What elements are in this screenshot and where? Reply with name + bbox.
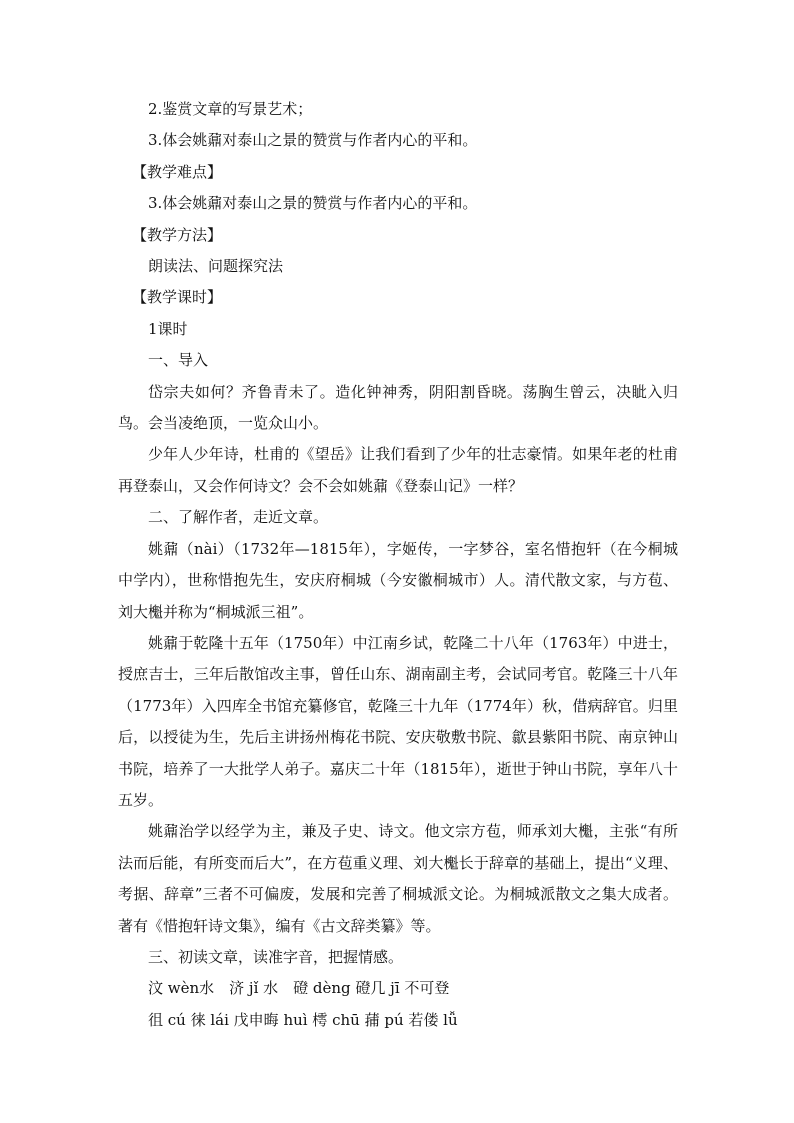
author-paragraph-1: 姚鼐（nài）（1732年—1815年），字姬传，一字梦谷，室名惜抱轩（在今桐城中学内），世称惜抱先生，安庆府桐城（今安徽桐城市）人。清代散文家，与方苞、刘大櫆并称为“桐城派三祖”。: [118, 539, 678, 621]
teaching-goal-2: 2.鉴赏文章的写景艺术；: [148, 100, 313, 118]
hours-item: 1课时: [148, 319, 188, 338]
section-author-heading: 二、了解作者，走近文章。: [148, 508, 329, 527]
pinyin-line-2: 徂 cú 徕 lái 戊申晦 huì 樗 chū 蒱 pú 若偻 lǚ: [148, 1010, 458, 1029]
pinyin-line-1: 汶 wèn水 济 jǐ 水 磴 dèng 磴几 jī 不可登: [148, 979, 450, 998]
method-heading: 【教学方法】: [132, 225, 223, 244]
section-intro-heading: 一、导入: [148, 351, 209, 370]
author-paragraph-2: 姚鼐于乾隆十五年（1750年）中江南乡试，乾隆二十八年（1763年）中进士，授庶吉士，三年后散馆改主事，曾任山东、湖南副主考，会试同考官。乾隆三十八年（1773年）入四库全书馆充纂修官，乾隆三十九年（1774年）秋，借病辞官。归里后，以授徒为生，先后主讲扬州梅花书院、安庆敬敷书院、歙县紫阳书院、南京钟山书院，培养了一大批学人弟子。嘉庆二十年（1815年），逝世于钟山书院，享年八十五岁。: [118, 633, 678, 809]
method-item: 朗读法、问题探究法: [148, 257, 284, 276]
difficulty-heading: 【教学难点】: [132, 162, 223, 181]
intro-paragraph: 少年人少年诗，杜甫的《望岳》让我们看到了少年的壮志豪情。如果年老的杜甫再登泰山，又会作何诗文？会不会如姚鼐《登泰山记》一样？: [118, 445, 678, 495]
section-reading-heading: 三、初读文章，读准字音，把握情感。: [148, 947, 404, 966]
document-body: [118, 94, 678, 1036]
hours-heading: 【教学课时】: [132, 288, 223, 307]
teaching-goal-3: 3.体会姚鼐对泰山之景的赞赏与作者内心的平和。: [148, 131, 478, 150]
difficulty-item: 3.体会姚鼐对泰山之景的赞赏与作者内心的平和。: [148, 194, 478, 213]
author-paragraph-3: 姚鼐治学以经学为主，兼及子史、诗文。他文宗方苞，师承刘大櫆，主张“有所法而后能，有所变而后大”，在方苞重义理、刘大櫆长于辞章的基础上，提出“义理、考据、辞章”三者不可偏废，发展和完善了桐城派文论。为桐城派散文之集大成者。著有《惜抱轩诗文集》，编有《古文辞类纂》等。: [118, 822, 678, 935]
poem-paragraph: 岱宗夫如何？齐鲁青未了。造化钟神秀，阴阳割昏晓。荡胸生曾云，决眦入归鸟。会当凌绝顶，一览众山小。: [118, 382, 678, 433]
